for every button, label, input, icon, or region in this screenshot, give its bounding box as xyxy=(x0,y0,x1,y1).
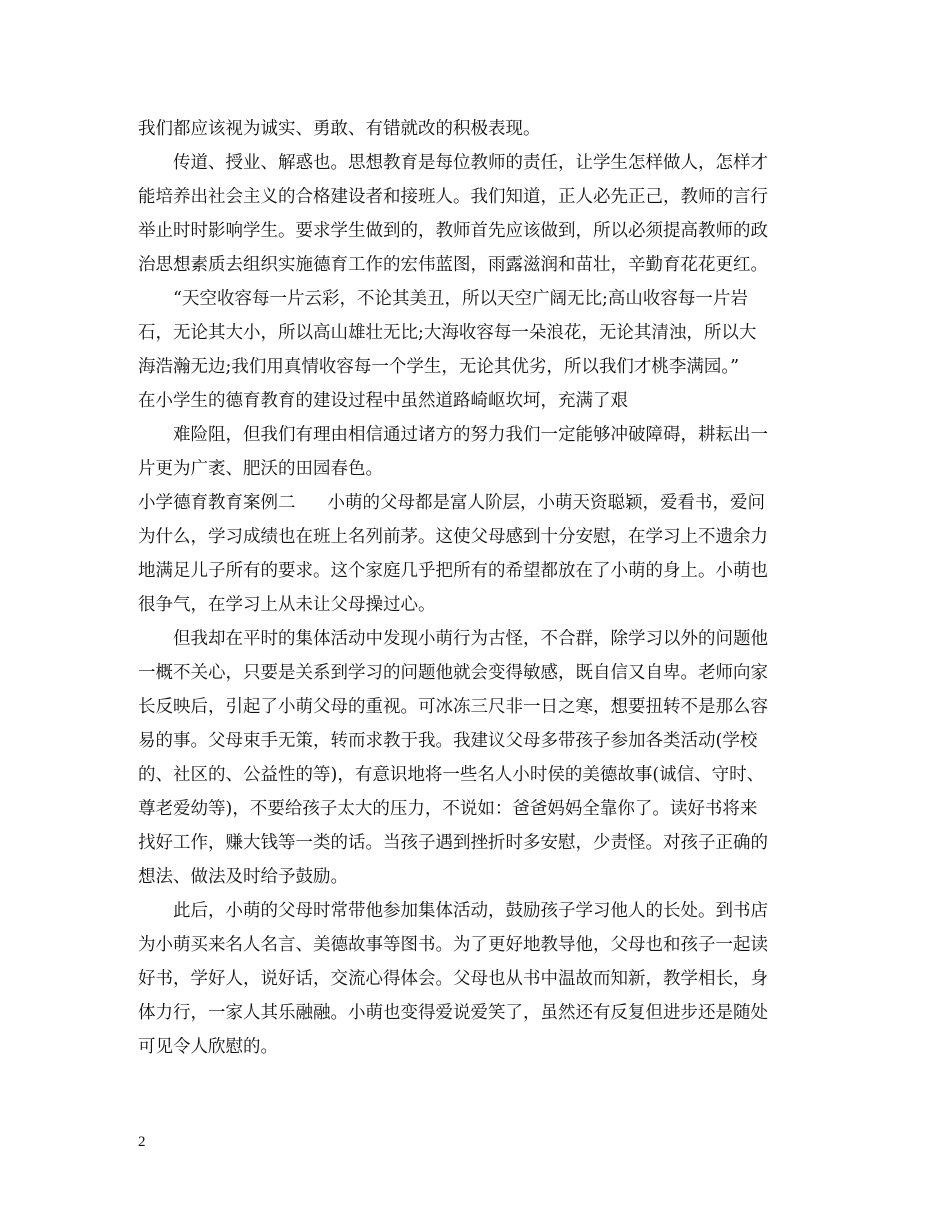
text-line: 能培养出社会主义的合格建设者和接班人。我们知道，正人必先正己，教师的言行 xyxy=(138,187,768,207)
text-line: 易的事。父母束手无策，转而求教于我。我建议父母多带孩子参加各类活动(学校 xyxy=(138,731,758,751)
text-line: 的、社区的、公益性的等)，有意识地将一些名人小时侯的美德故事(诚信、守时、 xyxy=(138,765,765,785)
text-line: 地满足儿子所有的要求。这个家庭几乎把所有的希望都放在了小萌的身上。小萌也 xyxy=(138,561,768,581)
text-line: 为什么，学习成绩也在班上名列前茅。这使父母感到十分安慰，在学习上不遗余力 xyxy=(138,527,768,547)
text-line: 但我却在平时的集体活动中发现小萌行为古怪，不合群，除学习以外的问题他 xyxy=(173,629,768,649)
document-body xyxy=(138,112,818,1064)
text-line: 想法、做法及时给予鼓励。 xyxy=(138,867,348,887)
paragraph xyxy=(138,112,818,146)
paragraph xyxy=(138,146,818,282)
text-line: 很争气，在学习上从未让父母操过心。 xyxy=(138,595,436,615)
text-line: 传道、授业、解惑也。思想教育是每位教师的责任，让学生怎样做人，怎样才 xyxy=(173,153,768,173)
text-line: 举止时时影响学生。要求学生做到的，教师首先应该做到，所以必须提高教师的政 xyxy=(138,221,768,241)
section-heading: 小学德育教育案例二 xyxy=(138,493,296,513)
page-number: 2 xyxy=(138,1134,146,1150)
paragraph xyxy=(138,622,818,894)
text-line: 片更为广袤、肥沃的田园春色。 xyxy=(138,459,383,479)
text-line: 好书，学好人，说好话，交流心得体会。父母也从书中温故而知新，教学相长，身 xyxy=(138,969,768,989)
text-line: 海浩瀚无边;我们用真情收容每一个学生，无论其优劣，所以我们才桃李满园。” xyxy=(138,357,740,377)
text-line: 尊老爱幼等)，不要给孩子太大的压力，不说如：爸爸妈妈全靠你了。读好书将来 xyxy=(138,799,758,819)
text-span: 小萌的父母都是富人阶层，小萌天资聪颖，爱看书，爱问 xyxy=(327,493,765,513)
text-line: 治思想素质去组织实施德育工作的宏伟蓝图，雨露滋润和苗壮，辛勤育花花更红。 xyxy=(138,255,768,275)
text-line: 在小学生的德育教育的建设过程中虽然道路崎岖坎坷，充满了艰 xyxy=(138,391,628,411)
text-line: 难险阻，但我们有理由相信通过诸方的努力我们一定能够冲破障碍，耕耘出一 xyxy=(173,425,768,445)
text-line: “天空收容每一片云彩，不论其美丑，所以天空广阔无比;高山收容每一片岩 xyxy=(173,289,748,309)
paragraph xyxy=(138,486,818,622)
paragraph xyxy=(138,894,818,1064)
paragraph xyxy=(138,282,818,418)
text-line: 石，无论其大小，所以高山雄壮无比;大海收容每一朵浪花，无论其清浊，所以大 xyxy=(138,323,757,343)
text-line: 为小萌买来名人名言、美德故事等图书。为了更好地教导他，父母也和孩子一起读 xyxy=(138,935,768,955)
text-line: 长反映后，引起了小萌父母的重视。可冰冻三尺非一日之寒，想要扭转不是那么容 xyxy=(138,697,768,717)
paragraph xyxy=(138,418,818,486)
text-line: 可见令人欣慰的。 xyxy=(138,1037,278,1057)
text-line: 我们都应该视为诚实、勇敢、有错就改的积极表现。 xyxy=(138,119,541,139)
text-line: 体力行，一家人其乐融融。小萌也变得爱说爱笑了，虽然还有反复但进步还是随处 xyxy=(138,1003,768,1023)
text-line: 找好工作，赚大钱等一类的话。当孩子遇到挫折时多安慰，少责怪。对孩子正确的 xyxy=(138,833,768,853)
text-line xyxy=(138,486,818,520)
text-line: 一概不关心，只要是关系到学习的问题他就会变得敏感，既自信又自卑。老师向家 xyxy=(138,663,768,683)
text-line: 此后，小萌的父母时常带他参加集体活动，鼓励孩子学习他人的长处。到书店 xyxy=(173,901,768,921)
